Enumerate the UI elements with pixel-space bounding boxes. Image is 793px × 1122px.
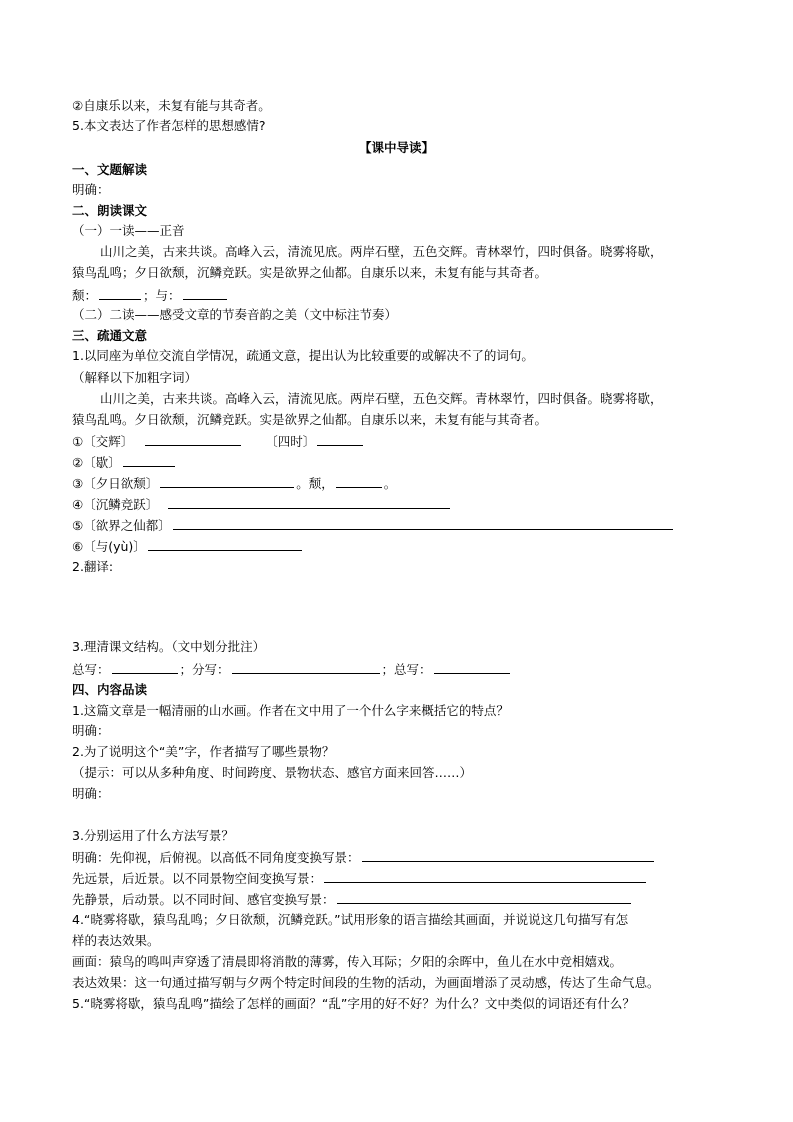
note-line: （解释以下加粗字词） xyxy=(72,370,198,385)
answer-label: 明确： xyxy=(72,723,110,738)
structure-label: 总写： xyxy=(72,662,110,677)
blank-field[interactable] xyxy=(148,536,302,551)
section-heading: 三、疏通文意 xyxy=(72,328,148,343)
word-label: 。 xyxy=(383,476,397,491)
word-label: 〔四时〕 xyxy=(265,434,316,449)
blank-field[interactable] xyxy=(317,431,363,446)
section-heading: 四、内容品读 xyxy=(72,682,148,697)
blank-field[interactable] xyxy=(168,494,450,509)
subsection-heading: （一）一读——正音 xyxy=(72,223,185,238)
word-label: ①〔交辉〕 xyxy=(72,434,134,449)
blank-field[interactable] xyxy=(337,889,631,904)
question-line: ②自康乐以来，未复有能与其奇者。 xyxy=(72,98,271,113)
question-line: 3.理清课文结构。（文中划分批注） xyxy=(72,639,266,654)
structure-label: ；总写： xyxy=(381,662,432,677)
text-paragraph: 猿鸟乱鸣。夕日欲颓，沉鳞竞跃。实是欲界之仙都。自康乐以来，未复有能与其奇者。 xyxy=(72,412,548,427)
word-item xyxy=(72,515,675,536)
answer-line: 画面：猿鸟的鸣叫声穿透了清晨即将消散的薄雾，传入耳际；夕阳的余晖中，鱼儿在水中竞相嬉戏。 xyxy=(72,954,623,969)
blank-field[interactable] xyxy=(324,868,646,883)
section-title: 【课中导读】 xyxy=(358,140,434,155)
answer-line xyxy=(72,847,656,868)
word-label: ⑤〔欲界之仙都〕 xyxy=(72,518,171,533)
text-paragraph: 山川之美，古来共谈。高峰入云，清流见底。两岸石壁，五色交辉。青林翠竹，四时俱备。晓雾将歇， xyxy=(100,391,663,406)
word-item xyxy=(72,473,396,494)
word-label: ②〔歇〕 xyxy=(72,455,121,470)
section-heading: 一、文题解读 xyxy=(72,162,148,177)
answer-text: 明确：先仰视，后俯视。以高低不同角度变换写景： xyxy=(72,850,360,865)
question-line: 2.翻译: xyxy=(72,559,114,574)
structure-label: ；分写： xyxy=(179,662,230,677)
blank-field[interactable] xyxy=(123,452,175,467)
question-line: 1.以同座为单位交流自学情况，疏通文意，提出认为比较重要的或解决不了的词句。 xyxy=(72,348,534,363)
blank-field[interactable] xyxy=(173,515,673,530)
structure-line xyxy=(72,659,512,680)
hint-line: （提示：可以从多种角度、时间跨度、景物状态、感官方面来回答……） xyxy=(72,765,473,780)
answer-text: 先远景，后近景。以不同景物空间变换写景： xyxy=(72,871,323,886)
blank-field[interactable] xyxy=(183,285,227,300)
answer-line xyxy=(72,889,633,910)
pron-label-2: ；与： xyxy=(143,288,181,303)
question-line: 4.“晓雾将歇，猿鸟乱鸣；夕日欲颓，沉鳞竞跃。”试用形象的语言描绘其画面，并说说这几句描写有怎 xyxy=(72,912,629,927)
answer-line: 表达效果：这一句通过描写朝与夕两个特定时间段的生物的活动，为画面增添了灵动感，传达了生命气息。 xyxy=(72,975,660,990)
subsection-heading: （二）二读——感受文章的节奏音韵之美（文中标注节奏） xyxy=(72,307,398,322)
answer-label: 明确： xyxy=(72,182,110,197)
blank-field[interactable] xyxy=(145,431,241,446)
answer-text: 先静景，后动景。以不同时间、感官变换写景： xyxy=(72,892,335,907)
blank-field[interactable] xyxy=(112,659,178,674)
word-label: ⑥〔与(yù)〕 xyxy=(72,539,146,554)
text-paragraph: 山川之美，古来共谈。高峰入云，清流见底。两岸石壁，五色交辉。青林翠竹，四时俱备。晓雾将歇， xyxy=(100,244,663,259)
blank-field[interactable] xyxy=(160,473,294,488)
question-line: 3.分别运用了什么方法写景？ xyxy=(72,828,234,843)
blank-field[interactable] xyxy=(99,285,141,300)
question-line: 5.本文表达了作者怎样的思想感情? xyxy=(72,118,266,133)
question-line: 样的表达效果。 xyxy=(72,933,160,948)
pron-label-1: 颓： xyxy=(72,288,98,303)
word-label: 。颓， xyxy=(296,476,334,491)
pronunciation-line xyxy=(72,285,229,306)
blank-field[interactable] xyxy=(434,659,510,674)
blank-field[interactable] xyxy=(232,659,380,674)
blank-field[interactable] xyxy=(336,473,382,488)
word-item xyxy=(72,452,177,473)
answer-line xyxy=(72,868,648,889)
blank-field[interactable] xyxy=(362,847,654,862)
word-label: ③〔夕日欲颓〕 xyxy=(72,476,159,491)
word-item xyxy=(72,494,452,515)
question-line: 5.“晓雾将歇，猿鸟乱鸣”描绘了怎样的画面？“乱”字用的好不好？为什么？文中类似的词语还有什么？ xyxy=(72,996,635,1011)
question-line: 1.这篇文章是一幅清丽的山水画。作者在文中用了一个什么字来概括它的特点？ xyxy=(72,703,509,718)
word-item xyxy=(72,431,365,452)
word-label: ④〔沉鳞竞跃〕 xyxy=(72,497,159,512)
text-paragraph: 猿鸟乱鸣；夕日欲颓，沉鳞竞跃。实是欲界之仙都。自康乐以来，未复有能与其奇者。 xyxy=(72,265,548,280)
word-item xyxy=(72,536,304,557)
question-line: 2.为了说明这个“美”字，作者描写了哪些景物？ xyxy=(72,744,335,759)
section-heading: 二、朗读课文 xyxy=(72,203,148,218)
answer-label: 明确： xyxy=(72,786,110,801)
